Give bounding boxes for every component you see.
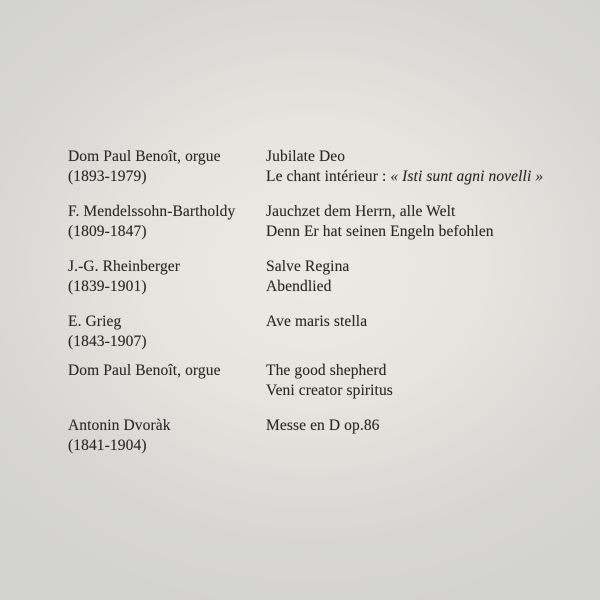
work-title: Ave maris stella	[266, 313, 368, 330]
works-column	[266, 361, 568, 400]
composer-column	[68, 202, 266, 241]
composer-name: Antonin Dvoràk	[68, 417, 171, 434]
program-entry	[68, 257, 568, 296]
program-entry	[68, 147, 568, 186]
works-column	[266, 202, 568, 241]
composer-column	[68, 361, 266, 381]
works-column	[266, 257, 568, 296]
works-column	[266, 312, 568, 332]
work-title-prefix: Le chant intérieur :	[266, 167, 391, 185]
program-entry	[68, 202, 568, 241]
work-title: Denn Er hat seinen Engeln befohlen	[266, 222, 494, 240]
composer-column	[68, 416, 266, 455]
composer-name: Dom Paul Benoît, orgue	[68, 148, 221, 165]
work-title	[266, 167, 568, 187]
work-title: Jubilate Deo	[266, 148, 346, 165]
composer-name: J.-G. Rheinberger	[68, 258, 181, 275]
composer-dates: (1841-1904)	[68, 436, 147, 454]
program-entry	[68, 312, 568, 351]
composer-name: E. Grieg	[68, 313, 122, 330]
composer-name: Dom Paul Benoît, orgue	[68, 362, 221, 379]
work-title: Messe en D op.86	[266, 417, 380, 434]
composer-column	[68, 147, 266, 186]
composer-dates: (1839-1901)	[68, 277, 147, 295]
composer-dates: (1809-1847)	[68, 222, 147, 240]
composer-dates: (1893-1979)	[68, 167, 147, 185]
program-entry	[68, 361, 568, 400]
works-column	[266, 147, 568, 186]
composer-column	[68, 257, 266, 296]
work-title: Jauchzet dem Herrn, alle Welt	[266, 203, 456, 220]
work-title: Veni creator spiritus	[266, 381, 393, 399]
work-title: Salve Regina	[266, 258, 350, 275]
program-entry	[68, 416, 568, 455]
work-title: Abendlied	[266, 277, 332, 295]
works-column	[266, 416, 568, 436]
composer-dates: (1843-1907)	[68, 332, 147, 350]
composer-name: F. Mendelssohn-Bartholdy	[68, 203, 236, 220]
program-page	[68, 147, 568, 471]
work-title: The good shepherd	[266, 362, 387, 379]
work-title-quoted: « Isti sunt agni novelli »	[390, 167, 544, 185]
composer-column	[68, 312, 266, 351]
